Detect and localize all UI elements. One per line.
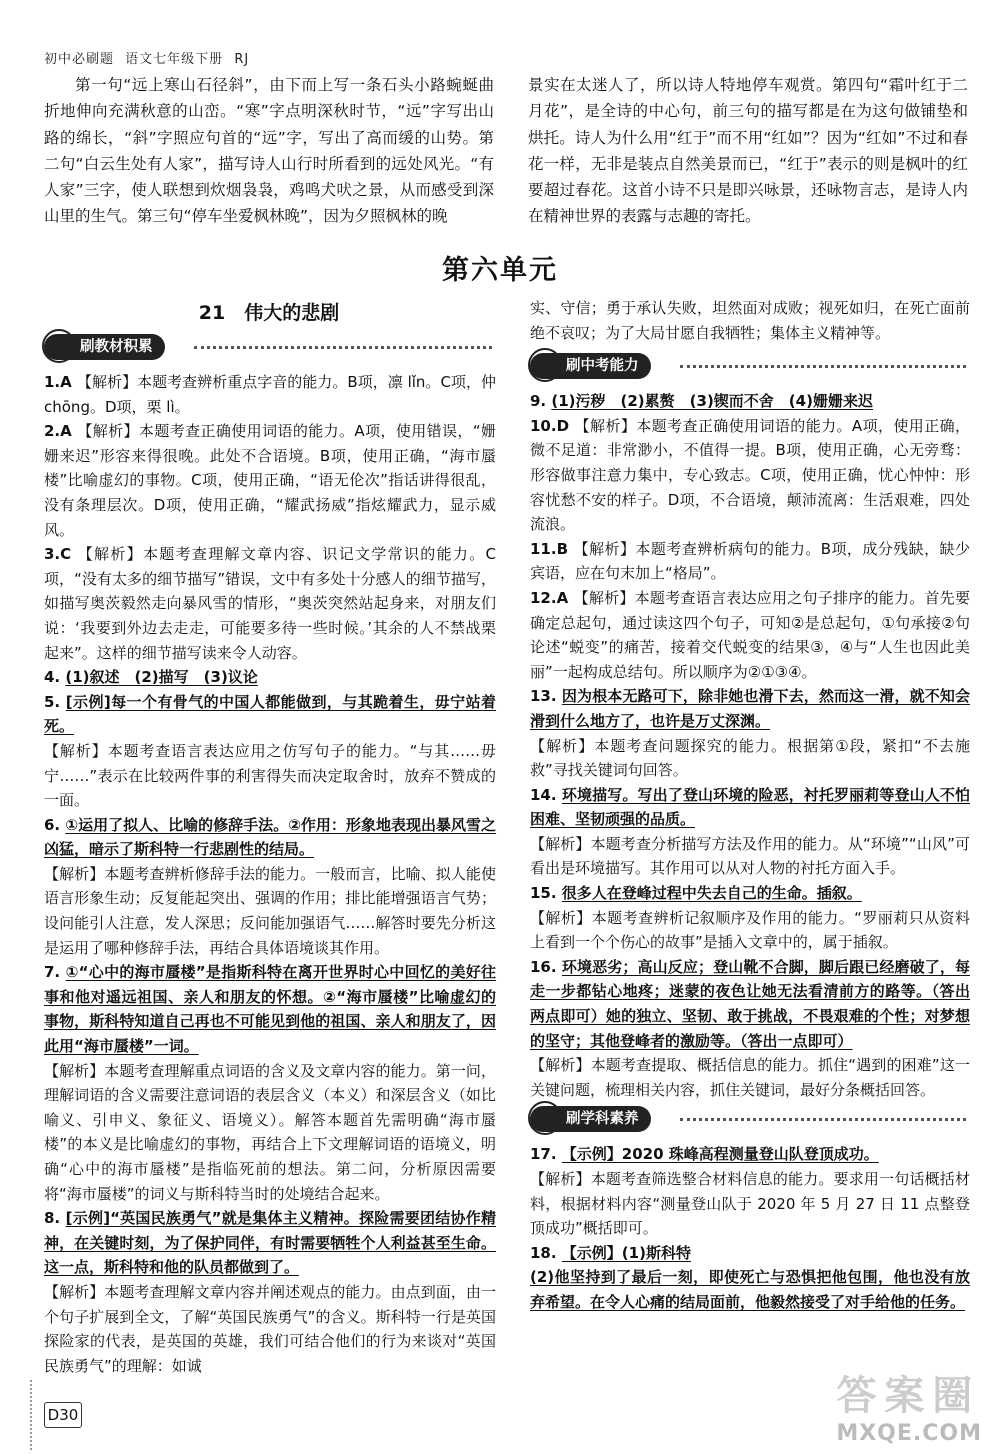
answer-item [530,586,970,684]
dotted-divider [680,365,966,368]
answer-text: 环境描写。写出了登山环境的险恶，衬托罗丽莉等登山人不怕困难、坚韧顽强的品质。 [530,785,970,829]
answer-number: 5. [44,692,66,711]
answer-item [44,960,496,1058]
answer-text: (1)叙述 (2)描写 (3)议论 [65,668,258,687]
answer-item [44,1206,496,1280]
analysis-text: 【解析】本题考查理解文章内容并阐述观点的能力。由点到面，由一个句子扩展到全文，了解“英国民族勇气”的含义。斯科特一行是英国探险家的代表，是英国的英雄，我们可结合他们的行为来谈对“英国民族勇气”的理解：如诚 [44,1282,496,1375]
answer-list [44,370,496,1378]
answer-number: 6. [44,815,66,834]
watermark-url: MXQE.COM [836,1421,982,1446]
analysis-text: 【解析】本题考查语言表达应用之仿写句子的能力。“与其……毋宁……”表示在比较两件事的利害得失而决定取舍时，放弃不赞成的一面。 [44,741,496,810]
answer-number: 10.D [530,416,575,435]
section-header [530,351,970,385]
top-left-paragraph: 第一句“远上寒山石径斜”，由下而上写一条石头小路蜿蜒曲折地伸向充满秋意的山峦。“寒”字点明深秋时节，“远”字写出山路的绵长，“斜”字照应句首的“远”字，写出了高而缓的山势。第二句“白云生处有人家”，描写诗人山行时所看到的远处风光。“有人家”三字，使人联想到炊烟袅袅，鸡鸣犬吠之景，从而感受到深山里的生气。第三句“停车坐爱枫林晚”，因为夕照枫林的晚 [44,76,494,226]
answer-number: 7. [44,963,66,982]
answer-item [530,414,970,537]
answer-text: 因为根本无路可下，除非她也滑下去，然而这一滑，就不知会滑到什么地方了，也许是万丈深渊。 [530,687,970,730]
answer-item [44,542,496,665]
answer-number: 9. [530,392,552,411]
answer-item [530,1142,970,1167]
answer-item [44,370,496,419]
subject-title: 语文七年级下册 [125,52,224,67]
side-dotted-line [0,1380,32,1450]
section-label: 刷教材积累 [44,334,165,360]
answer-text: 【解析】本题考查语言表达应用之句子排序的能力。首先要确定总起句，通过读这四个句子，可知②是总起句，①句承接②句论述“蜕变”的痛苦，接着交代蜕变的结果③，④与“人生也因此美丽”一起构成总结句。所以顺序为②①③④。 [530,588,970,681]
answer-text: 很多人在登峰过程中失去自己的生命。插叙。 [561,884,862,903]
answer-item [44,419,496,542]
answer-number: 18. [530,1243,562,1262]
answer-text: ①运用了拟人、比喻的修辞手法。②作用：形象地表现出暴风雪之凶猛，暗示了斯科特一行悲剧性的结局。 [44,815,497,859]
analysis-text: 【解析】本题考查辨析修辞手法的能力。一般而言，比喻、拟人能使语言形象生动；反复能起突出、强调的作用；排比能增强语言气势；设问能引人注意，发人深思；反问能加强语气……解答时要先分析这是运用了哪种修辞手法，再结合具体语境谈其作用。 [44,864,496,957]
answer-text: 【解析】本题考查正确使用词语的能力。A项，使用错误，“姗姗来迟”形容来得很晚。此处不合语境。B项，使用正确，“海市蜃楼”比喻虚幻的事物。C项，使用正确，“语无伦次”指话讲得很乱，没有条理层次。D项，使用正确，“耀武扬威”指炫耀武力，显示威风。 [44,422,496,539]
answer-number: 8. [44,1209,66,1228]
answer-item [530,783,970,832]
analysis-text: (2)他坚持到了最后一刻，即使死亡与恐惧把他包围，他也没有放弃希望。在令人心痛的结局面前，他毅然接受了对手给他的任务。 [530,1268,970,1311]
answer-number: 1.A [44,373,77,391]
answer-item [530,389,970,414]
lesson-title: 21 伟大的悲剧 [198,302,340,324]
answer-list [530,389,970,1314]
answer-item [530,1241,970,1266]
answer-text: (1)污秽 (2)累赘 (3)锲而不舍 (4)姗姗来迟 [551,392,873,411]
answer-item [44,690,496,739]
analysis-text: 【解析】本题考查提取、概括信息的能力。抓住“遇到的困难”这一关键问题，梳理相关内容，抓住关键词，最好分条概括回答。 [530,1056,970,1099]
analysis-text: 【解析】本题考查筛选整合材料信息的能力。要求用一句话概括材料，根据材料内容“测量登山队于 2020 年 5 月 27 日 11 点整登顶成功”概括即可。 [530,1170,970,1238]
answer-number: 4. [44,668,66,687]
analysis-text: 【解析】本题考查理解重点词语的含义及文章内容的能力。第一问，理解词语的含义需要注意词语的表层含义（本义）和深层含义（如比喻义、引申义、象征义、语境义）。解答本题首先需明确“海市蜃楼”的本义是比喻虚幻的事物，再结合上下文理解词语的语境义，明确“心中的海市蜃楼”是指临死前的想法。第二问，分析原因需要将“海市蜃楼”的词义与斯科特当时的处境结合起来。 [44,1061,496,1203]
answer-text: 【解析】本题考查辨析病句的能力。B项，成分残缺，缺少宾语，应在句末加上“格局”。 [530,539,970,583]
page-header [44,48,255,67]
dotted-divider [680,1118,966,1121]
answer-number: 16. [530,957,562,976]
answer-text: 【示例】(1)斯科特 [561,1243,691,1262]
left-column [44,330,496,1378]
edition-label: RJ [234,52,250,67]
section-label: 刷学科素养 [530,1106,651,1132]
answer-text: [示例]“英国民族勇气”就是集体主义精神。探险需要团结协作精神，在关键时刻，为了保护同伴，有时需要牺牲个人利益甚至生命。这一点，斯科特和他的队员都做到了。 [44,1209,496,1277]
answer-item [44,813,496,862]
answer-number: 12.A [530,588,574,607]
answer-item [530,881,970,906]
answer-number: 2.A [44,422,78,441]
dotted-divider [194,346,492,349]
section-header [44,332,496,366]
right-column [530,296,970,1315]
answer-text: ①“心中的海市蜃楼”是指斯科特在离开世界时心中回忆的美好往事和他对遥远祖国、亲人和朋友的怀想。②“海市蜃楼”比喻虚幻的事物，斯科特知道自己再也不可能见到他的祖国、亲人和朋友了，因此用“海市蜃楼”一词。 [44,963,497,1056]
answer-number: 13. [530,687,562,706]
watermark-logo: 答案圈 [836,1373,981,1419]
analysis-text: 【解析】本题考查分析描写方法及作用的能力。从“环境”“山风”可看出是环境描写。其作用可以从对人物的衬托方面入手。 [530,834,970,878]
answer-number: 14. [530,785,562,804]
page-number: D30 [44,1402,82,1428]
answer-item [530,955,970,1053]
answer-item [530,537,970,586]
answer-text: 【解析】本题考查正确使用词语的能力。A项，使用正确，微不足道：非常渺小，不值得一提。B项，使用正确，心无旁骛：形容做事注意力集中，专心致志。C项，使用正确，忧心忡忡：形容忧愁不安的样子。D项，不合语境，颠沛流离：生活艰难，四处流浪。 [530,416,971,534]
answer-item [44,665,496,690]
answer-text: 【解析】本题考查辨析重点字音的能力。B项，凛 lǐn。C项，仲 chōng。D项，栗 lì。 [44,373,496,416]
top-right-paragraph: 景实在太迷人了，所以诗人特地停车观赏。第四句“霜叶红于二月花”，是全诗的中心句，前三句的描写都是在为这句做铺垫和烘托。诗人为什么用“红于”而不用“红如”？因为“红如”不过和春花一样，无非是装点自然美景而已，“红于”表示的则是枫叶的红要超过春花。这首小诗不只是即兴咏景，还咏物言志，是诗人内在精神世界的表露与志趣的寄托。 [528,76,968,226]
answer-text: 【示例】2020 珠峰高程测量登山队登顶成功。 [561,1145,879,1164]
answer-text: 【解析】本题考查理解文章内容、识记文学常识的能力。C项，“没有太多的细节描写”错误，文中有多处十分感人的细节描写，如描写奥茨毅然走向暴风雪的情形，“奥茨突然站起身来，对朋友们说：‘我要到外边去走走，可能要多待一些时候。’其余的人不禁战栗起来”。这样的细节描写读来令人动容。 [44,545,496,662]
series-title: 初中必刷题 [44,52,115,67]
answer-number: 17. [530,1145,562,1164]
answer-text: [示例]每一个有骨气的中国人都能做到，与其跪着生，毋宁站着死。 [44,692,497,736]
analysis-text: 【解析】本题考查问题探究的能力。根据第①段，紧扣“不去施救”寻找关键词句回答。 [530,736,970,780]
analysis-text: 【解析】本题考查辨析记叙顺序及作用的能力。“罗丽莉只从资料上看到一个个伤心的故事”是插入文章中的，属于插叙。 [530,908,970,952]
answer-text: 环境恶劣；高山反应；登山靴不合脚，脚后跟已经磨破了，每走一步都钻心地疼；迷蒙的夜色让她无法看清前方的路等。（答出两点即可）她的独立、坚韧、敢于挑战，不畏艰难的个性；对梦想的坚守；其他登峰者的激励等。（答出一点即可） [530,957,970,1050]
answer-number: 11.B [530,539,574,558]
unit-title: 第六单元 [442,255,558,286]
continued-text: 实、守信；勇于承认失败，坦然面对成败；视死如归，在死亡面前绝不哀叹；为了大局甘愿自我牺牲；集体主义精神等。 [530,299,970,342]
answer-number: 3.C [44,545,78,564]
section-label: 刷中考能力 [530,353,651,379]
section-header [530,1104,970,1138]
watermark [836,1364,982,1446]
answer-item [530,684,970,733]
answer-number: 15. [530,884,562,903]
